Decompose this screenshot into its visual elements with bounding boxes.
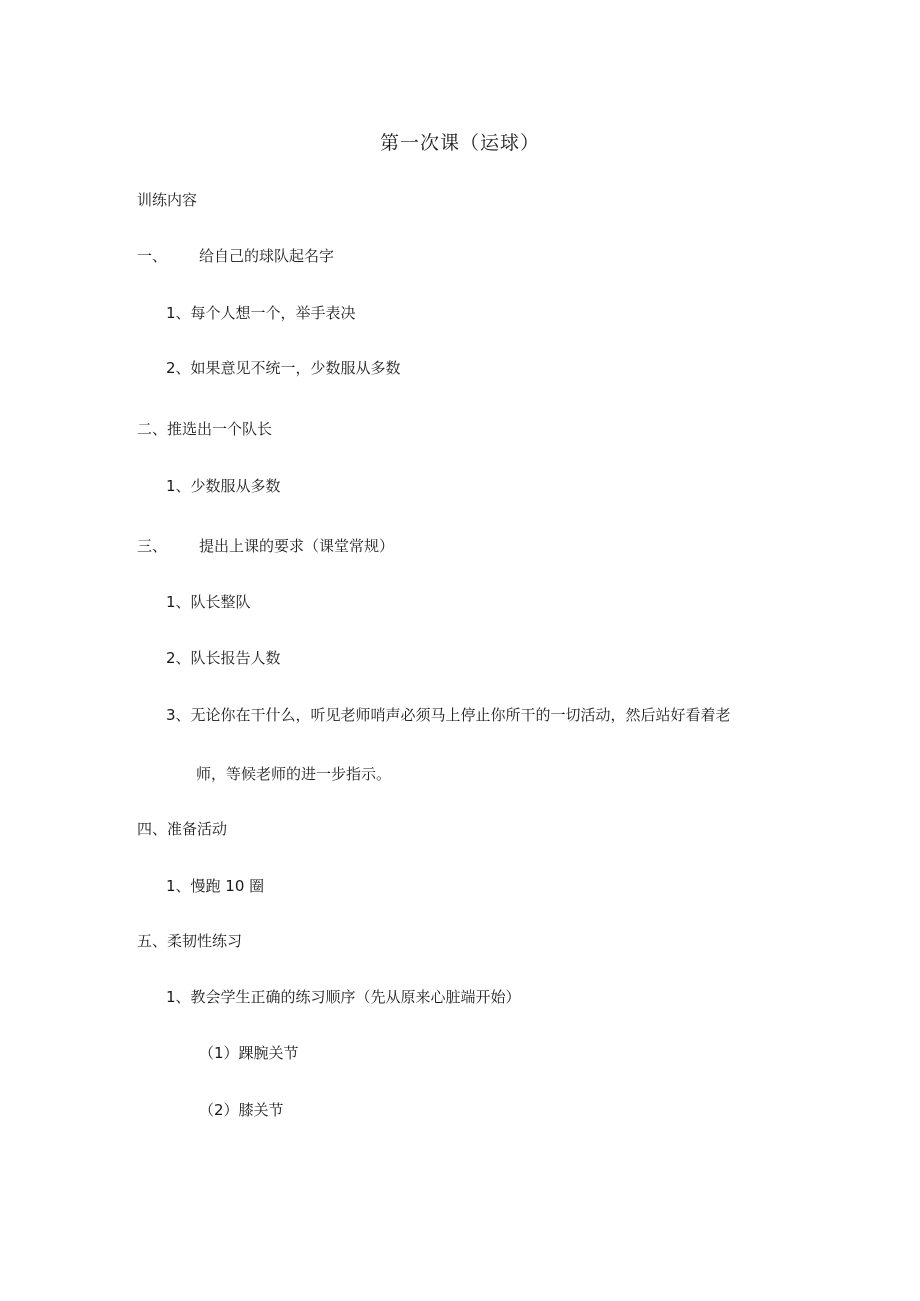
section-1-item-2: 2、如果意见不统一，少数服从多数 [166,359,401,377]
section-5-subitem-1: （1）踝腕关节 [199,1044,299,1062]
section-3-item-2: 2、队长报告人数 [166,649,281,667]
section-2-heading: 二、推选出一个队长 [137,420,273,438]
section-3-item-1: 1、队长整队 [166,593,251,611]
section-1-number: 一、 [137,247,168,265]
section-5-item-1: 1、教会学生正确的练习顺序（先从原来心脏端开始） [166,988,521,1006]
section-1-item-1: 1、每个人想一个，举手表决 [166,304,356,322]
section-5-subitem-2: （2）膝关节 [199,1101,284,1119]
section-5-heading: 五、柔韧性练习 [137,932,243,950]
section-3-item-3: 3、无论你在干什么，听见老师哨声必须马上停止你所干的一切活动，然后站好看着老 [166,706,731,724]
section-4-heading: 四、准备活动 [137,820,228,838]
section-2-item-1: 1、少数服从多数 [166,477,281,495]
page-title: 第一次课（运球） [379,132,540,154]
section-3-heading: 提出上课的要求（课堂常规） [199,537,395,555]
section-3-number: 三、 [137,537,168,555]
section-1-heading: 给自己的球队起名字 [199,247,335,265]
section-3-item-3-continued: 师，等候老师的进一步指示。 [196,765,392,783]
section-4-item-1: 1、慢跑 10 圈 [166,877,265,895]
intro-heading: 训练内容 [137,191,198,209]
